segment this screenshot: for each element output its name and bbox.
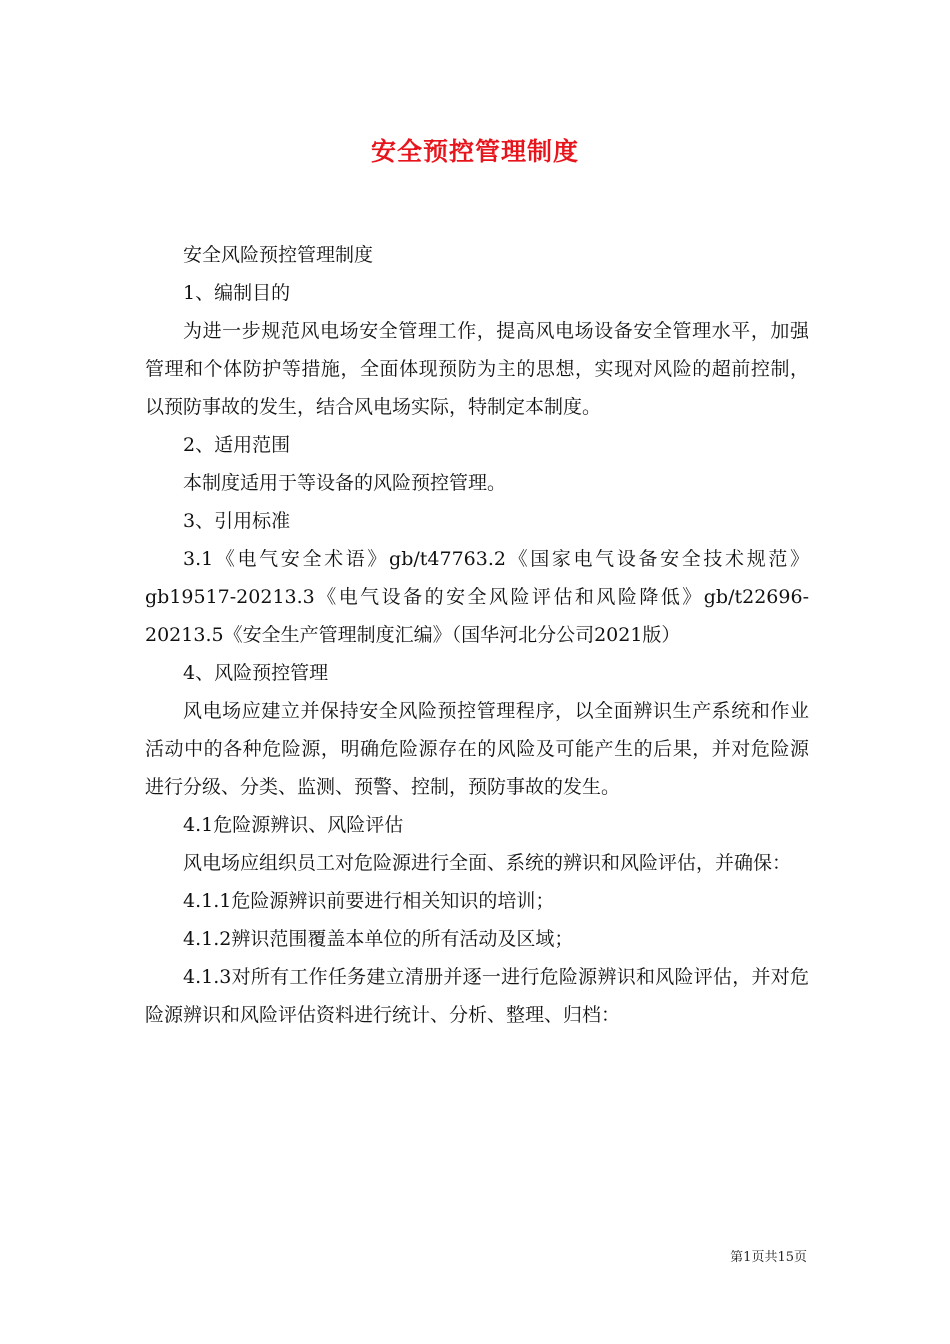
paragraph: 本制度适用于等设备的风险预控管理。 xyxy=(183,472,507,494)
paragraph: 为进一步规范风电场安全管理工作，提高风电场设备安全管理水平，加强管理和个体防护等措施，全面体现预防为主的思想，实现对风险的超前控制，以预防事故的发生，结合风电场实际，特制定本制度。 xyxy=(145,320,809,418)
list-item: 4.1.2辨识范围覆盖本单位的所有活动及区域； xyxy=(183,928,574,950)
document-title: 安全预控管理制度 xyxy=(370,137,579,166)
paragraph: 风电场应建立并保持安全风险预控管理程序，以全面辨识生产系统和作业活动中的各种危险源，明确危险源存在的风险及可能产生的后果，并对危险源进行分级、分类、监测、预警、控制，预防事故的发生。 xyxy=(145,700,809,798)
paragraph: 安全风险预控管理制度 xyxy=(183,244,374,266)
section-heading: 4、风险预控管理 xyxy=(183,662,329,684)
paragraph: 3.1《电气安全术语》gb/t47763.2《国家电气设备安全技术规范》gb19517-20213.3《电气设备的安全风险评估和风险降低》gb/t22696-20213.5《安全生产管理制度汇编》（国华河北分公司2021版） xyxy=(145,548,809,646)
paragraph: 风电场应组织员工对危险源进行全面、系统的辨识和风险评估，并确保： xyxy=(183,852,792,874)
section-heading: 2、适用范围 xyxy=(183,434,291,456)
section-heading: 3、引用标准 xyxy=(183,510,291,532)
subsection-heading: 4.1危险源辨识、风险评估 xyxy=(183,814,404,836)
list-item: 4.1.1危险源辨识前要进行相关知识的培训； xyxy=(183,890,555,912)
page-number: 第1页共15页 xyxy=(730,1250,807,1265)
list-item: 4.1.3对所有工作任务建立清册并逐一进行危险源辨识和风险评估，并对危险源辨识和风险评估资料进行统计、分析、整理、归档： xyxy=(145,966,809,1026)
document-body xyxy=(145,236,809,1034)
section-heading: 1、编制目的 xyxy=(183,282,291,304)
